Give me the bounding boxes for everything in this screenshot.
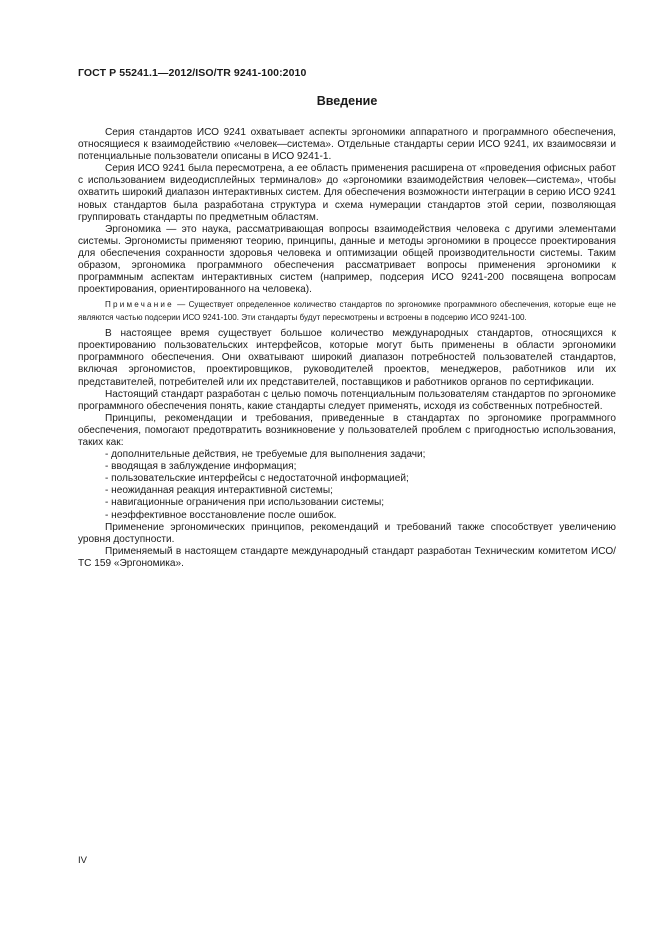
- section-title: Введение: [316, 94, 378, 108]
- list-item: - неэффективное восстановление после ошибок.: [105, 509, 337, 521]
- note-label: Примечание: [105, 300, 174, 310]
- list-item: - вводящая в заблуждение информация;: [105, 461, 297, 473]
- page-number: IV: [78, 855, 87, 866]
- document-body: [78, 127, 616, 570]
- note-text: — Существует определенное количество стандартов по эргономике программного обеспечения, которые еще не являются частью подсерии ИСО 9241-100. Эти стандарты будут пересмотрены и встроены в подсерию ИСО 9241-100.: [78, 300, 616, 322]
- paragraph: Серия ИСО 9241 была пересмотрена, а ее область применения расширена от «проведения офисных работ с использованием видеодисплейных терминалов» до «эргономики взаимодействия человек—система», чтобы охватить широкий диапазон интерактивных систем. Для обеспечения возможности интеграции в серию ИСО 9241 новых стандартов была разработана структура и схема нумерации стандартов этой серии, позволяющая группировать стандарты по предметным областям.: [78, 163, 616, 223]
- list-item: - пользовательские интерфейсы с недостаточной информацией;: [105, 473, 409, 485]
- document-header: ГОСТ Р 55241.1—2012/ISO/TR 9241-100:2010: [78, 67, 307, 79]
- paragraph: Настоящий стандарт разработан с целью помочь потенциальным пользователям стандартов по эргономике программного обеспечения понять, какие стандарты следует применять, исходя из собственных потребностей.: [78, 388, 616, 412]
- paragraph: Применение эргономических принципов, рекомендаций и требований также способствует увеличению уровня доступности.: [78, 521, 616, 545]
- paragraph: Серия стандартов ИСО 9241 охватывает аспекты эргономики аппаратного и программного обеспечения, относящиеся к взаимодействию «человек—система». Отдельные стандарты серии ИСО 9241, их взаимосвязи и потенциальные пользователи описаны в ИСО 9241-1.: [78, 127, 616, 163]
- paragraph: Эргономика — это наука, рассматривающая вопросы взаимодействия человека с другими элементами системы. Эргономисты применяют теорию, принципы, данные и методы эргономики в процессе проектирования для обеспечения сохранности здоровья человека и оптимизации общей производительности системы. Таким образом, эргономика программного обеспечения рассматривает вопросы применения эргономики к программным аспектам интерактивных систем (например, подсерия ИСО 9241-200 посвящена вопросам проектирования, ориентированного на человека).: [78, 223, 616, 296]
- paragraph: В настоящее время существует большое количество международных стандартов, относящихся к проектированию пользовательских интерфейсов, которые могут быть применены в области эргономики программного обеспечения. Они охватывают широкий диапазон потребностей пользователей стандартов, включая эргономистов, проектировщиков, руководителей проектов, менеджеров, работников или их представителей, потребителей или их представителей, поставщиков и работников органов по сертификации.: [78, 328, 616, 388]
- problem-list: [78, 449, 616, 522]
- list-item: - дополнительные действия, не требуемые для выполнения задачи;: [105, 449, 426, 461]
- list-item: - навигационные ограничения при использовании системы;: [105, 497, 385, 509]
- paragraph: Применяемый в настоящем стандарте международный стандарт разработан Техническим комитетом ИСО/ТС 159 «Эргономика».: [78, 545, 616, 569]
- list-item: - неожиданная реакция интерактивной системы;: [105, 485, 333, 497]
- paragraph: Принципы, рекомендации и требования, приведенные в стандартах по эргономике программного обеспечения, помогают предотвратить возникновение у пользователей проблем с пригодностью использования, таких как:: [78, 412, 616, 448]
- note: [78, 299, 616, 324]
